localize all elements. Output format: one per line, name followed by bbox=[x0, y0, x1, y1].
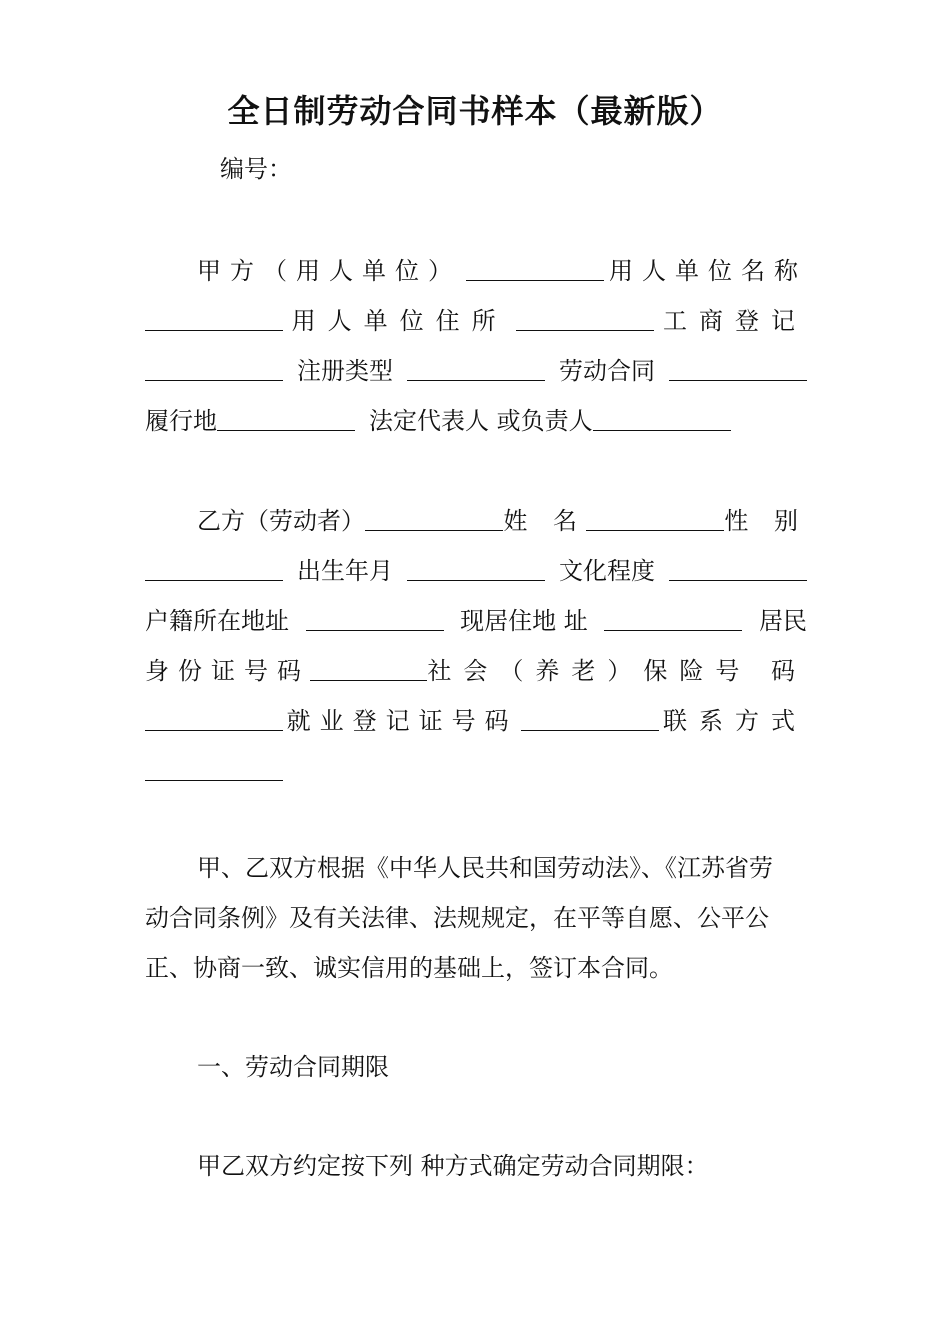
contract-place-blank-2[interactable] bbox=[217, 404, 355, 431]
education-label: 文化程度 bbox=[559, 557, 655, 585]
id-number-label: 身份证号码 bbox=[145, 657, 310, 685]
party-b-line-1 bbox=[197, 502, 807, 536]
residence-blank[interactable] bbox=[604, 604, 742, 631]
contact-label: 联系方式 bbox=[662, 707, 807, 735]
section-1-text bbox=[197, 1149, 807, 1183]
section-1-heading bbox=[197, 1050, 807, 1084]
party-b-blank[interactable] bbox=[365, 504, 503, 531]
business-registration-blank[interactable] bbox=[145, 354, 283, 381]
legal-representative-label: 法定代表人 或负责人 bbox=[369, 407, 593, 435]
household-address-label: 户籍所在地址 bbox=[145, 607, 289, 635]
serial-number-label: 编号： bbox=[220, 155, 292, 183]
employer-name-label: 用人单位名称 bbox=[609, 257, 807, 285]
party-b-line-5 bbox=[145, 702, 807, 736]
preamble-line-1 bbox=[197, 851, 807, 885]
worker-name-blank[interactable] bbox=[586, 504, 724, 531]
preamble-text-1: 甲、乙双方根据《中华人民共和国劳动法》、《江苏省劳 bbox=[197, 854, 773, 882]
section-1-heading-text: 一、劳动合同期限 bbox=[197, 1053, 389, 1081]
household-address-blank[interactable] bbox=[306, 604, 444, 631]
registration-type-blank[interactable] bbox=[407, 354, 545, 381]
party-a-line-1 bbox=[197, 252, 807, 286]
birth-date-label: 出生年月 bbox=[297, 557, 393, 585]
residence-label: 现居住地 址 bbox=[460, 607, 588, 635]
employer-address-blank[interactable] bbox=[516, 304, 654, 331]
section-1-body-text: 甲乙双方约定按下列 种方式确定劳动合同期限： bbox=[197, 1152, 709, 1180]
legal-representative-blank[interactable] bbox=[593, 404, 731, 431]
employment-registration-blank[interactable] bbox=[521, 704, 659, 731]
party-b-line-6 bbox=[145, 752, 807, 786]
birth-date-blank[interactable] bbox=[407, 554, 545, 581]
document-title: 全日制劳动合同书样本（最新版） bbox=[227, 92, 723, 130]
contract-place-blank[interactable] bbox=[669, 354, 807, 381]
party-a-line-2 bbox=[145, 302, 807, 336]
worker-name-label: 姓 名 bbox=[503, 507, 586, 535]
party-a-line-3 bbox=[145, 352, 807, 386]
gender-label: 性 别 bbox=[724, 507, 807, 535]
party-a-label: 甲方（用人单位） bbox=[197, 257, 461, 285]
gender-blank[interactable] bbox=[145, 554, 283, 581]
contract-place-suffix: 履行地 bbox=[145, 407, 217, 435]
party-b-line-3 bbox=[145, 602, 807, 636]
social-insurance-label: 社会（养老）保险号 码 bbox=[427, 657, 807, 685]
business-registration-label: 工商登记 bbox=[662, 307, 807, 335]
education-blank[interactable] bbox=[669, 554, 807, 581]
party-b-line-2 bbox=[145, 552, 807, 586]
party-b-line-4 bbox=[145, 652, 807, 686]
id-number-blank[interactable] bbox=[310, 654, 427, 681]
employer-name-blank[interactable] bbox=[145, 304, 283, 331]
registration-type-label: 注册类型 bbox=[297, 357, 393, 385]
preamble-line-3 bbox=[145, 951, 807, 985]
employer-address-label: 用人单位住所 bbox=[291, 307, 508, 335]
id-number-prefix: 居民 bbox=[758, 607, 807, 635]
party-b-label: 乙方（劳动者） bbox=[197, 507, 365, 535]
contract-place-prefix: 劳动合同 bbox=[559, 357, 655, 385]
party-a-line-4 bbox=[145, 402, 807, 436]
social-insurance-blank[interactable] bbox=[145, 704, 283, 731]
preamble-text-2: 动合同条例》及有关法律、法规规定，在平等自愿、公平公 bbox=[145, 904, 769, 932]
preamble-text-3: 正、协商一致、诚实信用的基础上，签订本合同。 bbox=[145, 954, 673, 982]
preamble-line-2 bbox=[145, 901, 807, 935]
contact-blank[interactable] bbox=[145, 754, 283, 781]
party-a-blank[interactable] bbox=[466, 254, 604, 281]
employment-registration-label: 就业登记证号码 bbox=[286, 707, 518, 735]
